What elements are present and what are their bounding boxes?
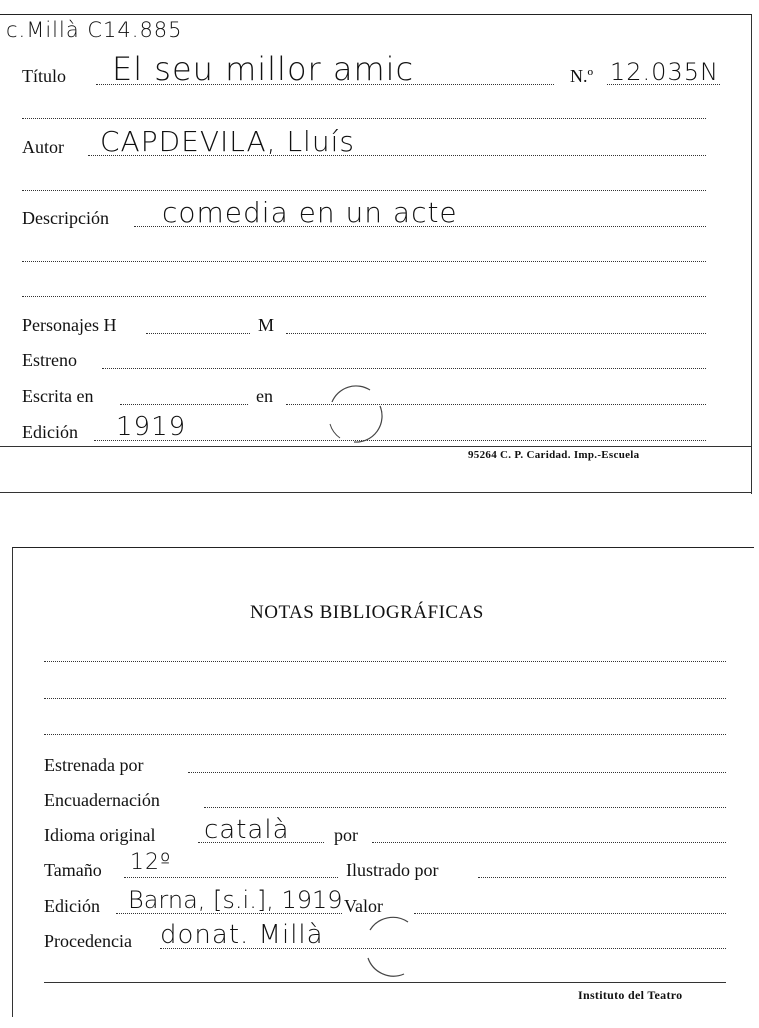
personajes-m-line [286, 333, 706, 334]
front-card-edge [0, 492, 752, 493]
notas-line-3 [44, 734, 726, 735]
valor-line [414, 913, 726, 914]
notas-heading: NOTAS BIBLIOGRÁFICAS [250, 602, 484, 623]
personajes-m-label: M [258, 315, 275, 335]
autor-label: Autor [22, 137, 64, 157]
institution-mark: Instituto del Teatro [578, 988, 683, 1002]
titulo-value: El seu millor amic [112, 50, 415, 88]
back-bottom-line [44, 982, 726, 983]
ilustrado-line [478, 877, 726, 878]
printer-mark: 95264 C. P. Caridad. Imp.-Escuela [468, 449, 640, 461]
escrita-label: Escrita en [22, 386, 94, 406]
edicion-back-value: Barna, [s.i.], 1919 [128, 886, 343, 914]
descripcion-label: Descripción [22, 208, 109, 228]
ilustrado-label: Ilustrado por [346, 860, 439, 880]
notas-line-2 [44, 698, 726, 699]
tamano-value: 12º [130, 850, 172, 875]
tamano-line [124, 877, 338, 878]
personajes-label: Personajes H [22, 315, 117, 335]
personajes-h-line [146, 333, 250, 334]
titulo-extra-line [22, 118, 706, 119]
procedencia-value: donat. Millà [160, 920, 324, 950]
encuadernacion-line [204, 807, 726, 808]
numero-value: 12.035N [610, 58, 719, 86]
estreno-line [102, 368, 706, 369]
titulo-label: Título [22, 66, 66, 86]
autor-value: CAPDEVILA, Lluís [100, 125, 355, 158]
punch-hole-back [360, 914, 426, 980]
encuadernacion-label: Encuadernación [44, 790, 160, 810]
escrita-line [120, 404, 248, 405]
edicion-value: 1919 [116, 412, 187, 442]
numero-label: N.º [570, 66, 594, 86]
descripcion-value: comedia en un acte [162, 196, 458, 229]
edicion-label: Edición [22, 422, 78, 442]
notas-line-1 [44, 661, 726, 662]
catalog-reference: c.Millà C14.885 [6, 18, 183, 42]
idioma-label: Idioma original [44, 825, 156, 845]
autor-extra-line [22, 190, 706, 191]
procedencia-label: Procedencia [44, 931, 132, 951]
tamano-label: Tamaño [44, 860, 102, 880]
descripcion-extra-line-1 [22, 261, 706, 262]
idioma-por-line [372, 842, 726, 843]
idioma-value: català [204, 815, 290, 845]
escrita-en-label: en [256, 386, 273, 406]
estreno-label: Estreno [22, 350, 77, 370]
valor-label: Valor [344, 896, 383, 916]
punch-hole-front [324, 384, 388, 448]
descripcion-extra-line-2 [22, 296, 706, 297]
front-bottom-line [0, 446, 752, 447]
estrenada-line [188, 772, 726, 773]
edicion-back-label: Edición [44, 896, 100, 916]
idioma-por-label: por [334, 825, 358, 845]
estrenada-label: Estrenada por [44, 755, 144, 775]
